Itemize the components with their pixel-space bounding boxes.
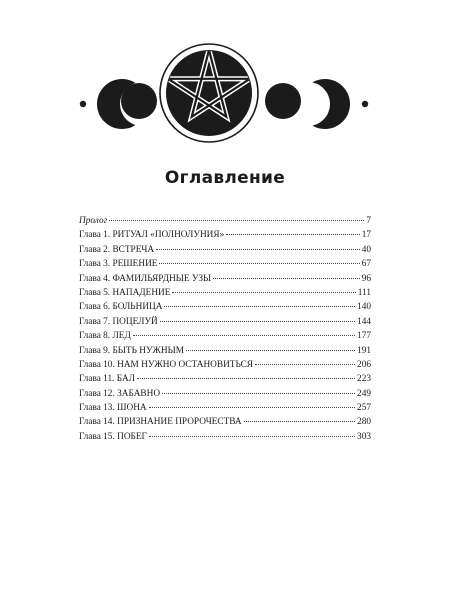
toc-entry-page: 96: [361, 273, 371, 284]
moon-dot-right-icon: [362, 101, 368, 107]
toc-entry[interactable]: [79, 372, 371, 386]
dot-leader: [186, 350, 355, 351]
toc-entry[interactable]: [79, 358, 371, 372]
dot-leader: [164, 306, 355, 307]
toc-entry[interactable]: [79, 387, 371, 401]
moon-pentacle-emblem: [0, 0, 450, 160]
dot-leader: [255, 364, 355, 365]
toc-entry-title: Глава 3. РЕШЕНИЕ: [79, 259, 158, 270]
dot-leader: [172, 292, 355, 293]
dot-leader: [213, 278, 360, 279]
toc-entry-page: 40: [361, 244, 371, 255]
toc-entry-title: Пролог: [79, 216, 108, 226]
toc-entry-page: 303: [357, 431, 371, 442]
toc-entry-page: 249: [357, 388, 371, 399]
toc-entry[interactable]: [79, 228, 371, 242]
toc-entry[interactable]: [79, 344, 371, 358]
toc-entry[interactable]: [79, 257, 371, 271]
toc-entry[interactable]: [79, 286, 371, 300]
pentacle-icon: [160, 44, 258, 142]
toc-entry[interactable]: [79, 243, 371, 257]
dot-leader: [156, 249, 360, 250]
dot-leader: [133, 335, 355, 336]
toc-entry[interactable]: [79, 415, 371, 429]
toc-entry-title: Глава 8. ЛЕД: [79, 331, 131, 342]
toc-entry-title: Глава 10. НАМ НУЖНО ОСТАНОВИТЬСЯ: [79, 359, 253, 370]
toc-entry-page: 223: [357, 374, 371, 385]
toc-entry-page: 257: [357, 403, 371, 414]
toc-entry-title: Глава 13. ШОНА: [79, 403, 147, 414]
toc-entry[interactable]: [79, 329, 371, 343]
toc-entry-page: 144: [357, 316, 371, 327]
crescent-moon-right-icon: [300, 79, 350, 129]
dot-leader: [149, 407, 355, 408]
toc-entry-page: 177: [357, 331, 371, 342]
dot-leader: [137, 378, 355, 379]
toc-entry-page: 206: [357, 359, 371, 370]
toc-entry[interactable]: [79, 214, 371, 228]
toc-entry-page: 17: [361, 230, 371, 241]
dot-leader: [159, 263, 359, 264]
toc-entry[interactable]: [79, 430, 371, 444]
toc-entry-title: Глава 14. ПРИЗНАНИЕ ПРОРОЧЕСТВА: [79, 417, 242, 428]
toc-entry-page: 67: [361, 259, 371, 270]
toc-entry-title: Глава 5. НАПАДЕНИЕ: [79, 287, 171, 298]
dot-leader: [149, 436, 355, 437]
toc-entry-title: Глава 7. ПОЦЕЛУЙ: [79, 316, 158, 327]
toc-entry[interactable]: [79, 315, 371, 329]
toc-entry-page: 7: [366, 216, 371, 226]
dot-leader: [160, 321, 355, 322]
full-moon-left-icon: [121, 83, 157, 119]
toc-entry[interactable]: [79, 300, 371, 314]
toc-entry-title: Глава 6. БОЛЬНИЦА: [79, 302, 163, 313]
dot-leader: [109, 220, 364, 221]
toc-entry-title: Глава 4. ФАМИЛЬЯРДНЫЕ УЗЫ: [79, 273, 212, 284]
toc-entry-title: Глава 15. ПОБЕГ: [79, 431, 147, 442]
dot-leader: [244, 421, 355, 422]
toc-entry[interactable]: [79, 272, 371, 286]
moon-dot-left-icon: [80, 101, 86, 107]
toc-entry-title: Глава 1. РИТУАЛ «ПОЛНОЛУНИЯ»: [79, 230, 225, 241]
table-of-contents: [79, 214, 371, 444]
toc-entry-title: Глава 9. БЫТЬ НУЖНЫМ: [79, 345, 184, 356]
toc-entry-page: 140: [357, 302, 371, 313]
toc-entry-title: Глава 11. БАЛ: [79, 374, 135, 385]
dot-leader: [162, 393, 355, 394]
toc-entry-page: 111: [357, 287, 371, 298]
dot-leader: [226, 234, 359, 235]
toc-entry-page: 191: [357, 345, 371, 356]
toc-entry-page: 280: [357, 417, 371, 428]
toc-entry-title: Глава 2. ВСТРЕЧА: [79, 244, 155, 255]
toc-entry[interactable]: [79, 401, 371, 415]
page-title: Оглавление: [164, 168, 286, 188]
full-moon-right-icon: [265, 83, 301, 119]
toc-entry-title: Глава 12. ЗАБАВНО: [79, 388, 161, 399]
